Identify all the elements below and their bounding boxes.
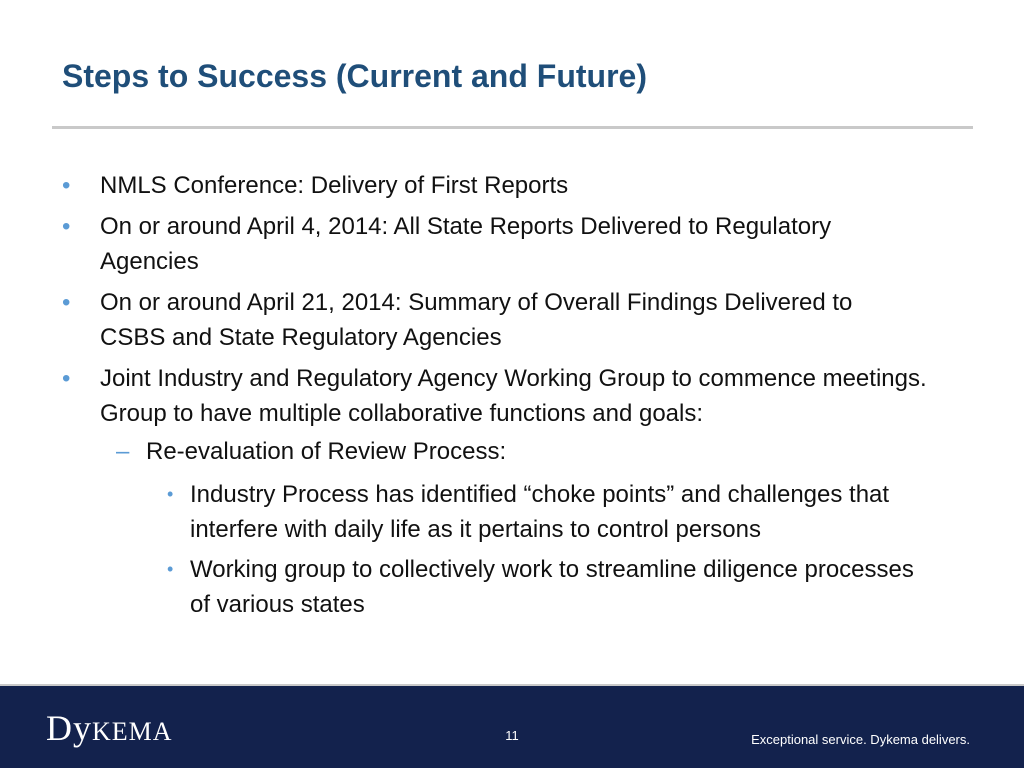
footer-tagline: Exceptional service. Dykema delivers. — [751, 732, 970, 747]
logo-letters-ema: EMA — [111, 717, 173, 746]
slide-title: Steps to Success (Current and Future) — [62, 58, 647, 94]
dykema-logo — [46, 708, 173, 752]
sub-sub-bullet-marker: • — [167, 559, 174, 579]
sub-bullet-marker: – — [116, 438, 130, 465]
bullet-marker: • — [62, 172, 71, 199]
sub-sub-bullet-item: Working group to collectively work to streamline diligence processes of various states — [190, 556, 914, 618]
bullet-item: On or around April 4, 2014: All State Reports Delivered to Regulatory Agencies — [100, 213, 832, 275]
sub-sub-bullet-marker: • — [167, 484, 174, 504]
page-number: 11 — [505, 728, 519, 743]
sub-sub-bullet-item: Industry Process has identified “choke points” and challenges that interfere with daily life as it pertains to control persons — [190, 481, 890, 543]
logo-letter-d: D — [46, 708, 73, 748]
logo-letter-k: K — [92, 717, 112, 746]
sub-bullet-item: Re-evaluation of Review Process: — [146, 438, 507, 465]
logo-letter-y: y — [73, 708, 92, 748]
bullet-marker: • — [62, 289, 71, 316]
bullet-marker: • — [62, 365, 71, 392]
bullet-item: Joint Industry and Regulatory Agency Working Group to commence meetings. Group to have multiple collaborative functions and goals: — [100, 365, 927, 427]
bullet-item: On or around April 21, 2014: Summary of Overall Findings Delivered to CSBS and State Regulatory Agencies — [100, 289, 853, 351]
bullet-marker: • — [62, 213, 71, 240]
title-divider — [52, 126, 973, 129]
bullet-item: NMLS Conference: Delivery of First Reports — [100, 172, 569, 199]
